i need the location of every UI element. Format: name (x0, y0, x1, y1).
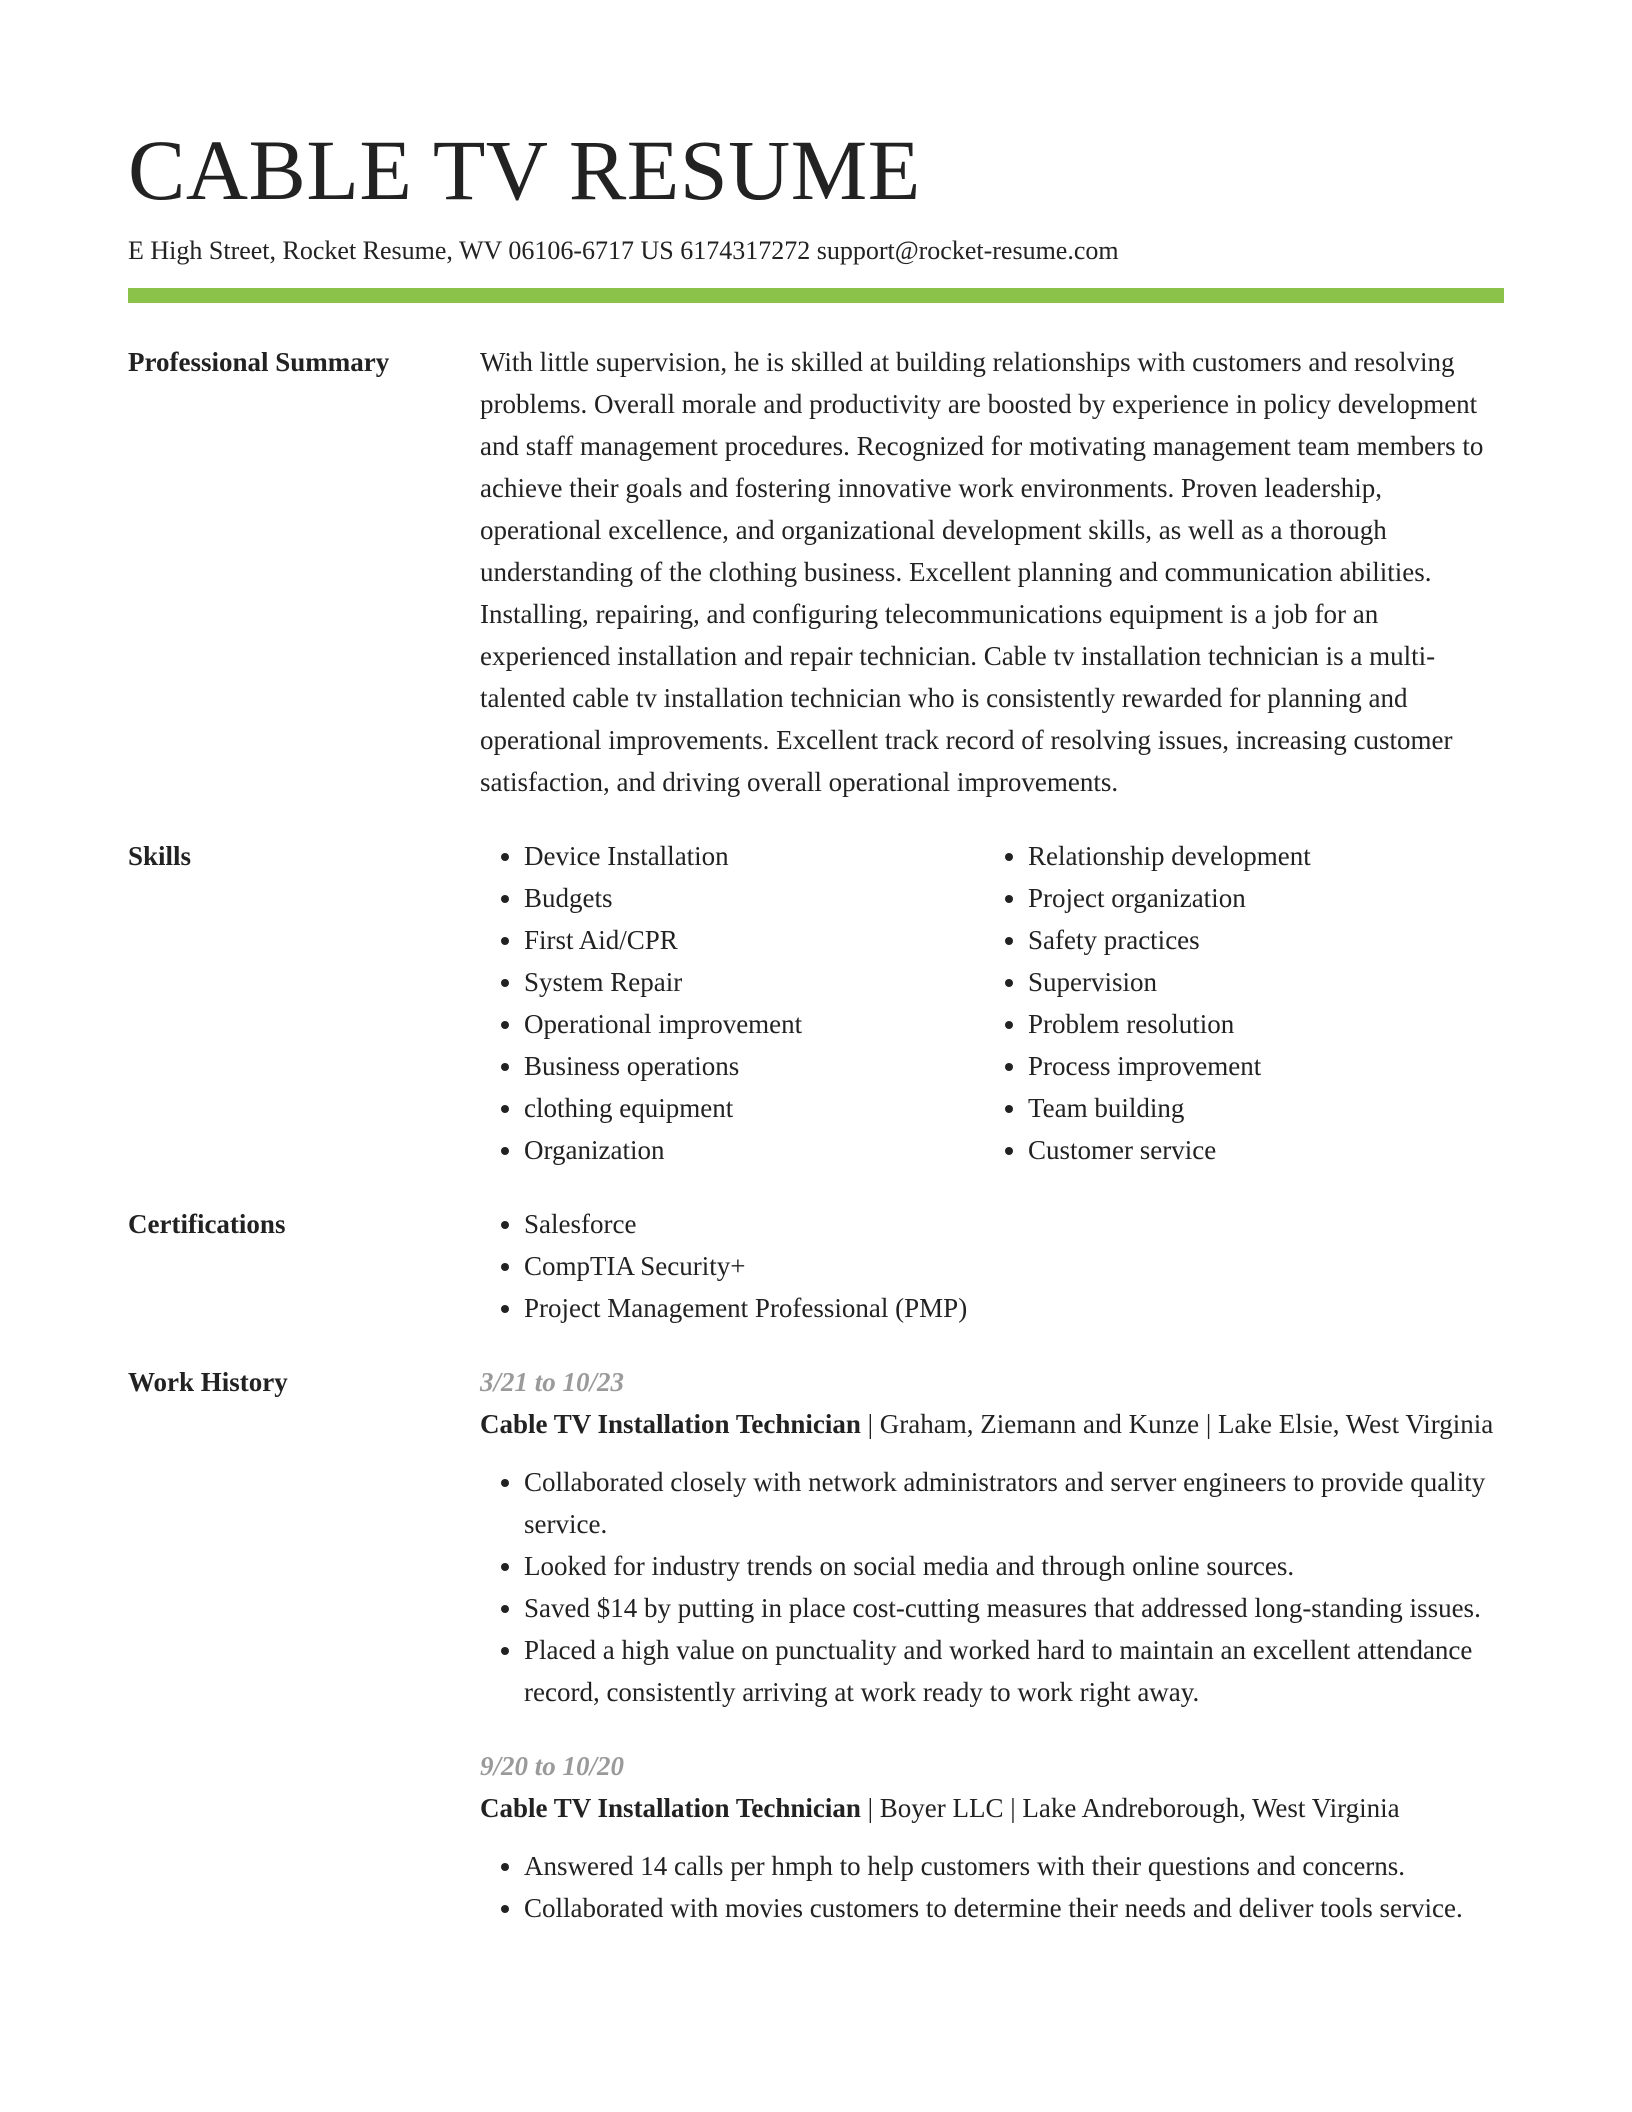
skill-item: • Organization (524, 1129, 984, 1171)
job-bullet: • Looked for industry trends on social media and through online sources. (524, 1545, 1504, 1587)
certifications-list (480, 1203, 1504, 1329)
job-entry (480, 1745, 1504, 1929)
summary-text: With little supervision, he is skilled at building relationships with customers and resolving problems. Overall morale and productivity are boosted by experience in policy development and staff management procedures. Recognized for motivating management team members to achieve their goals and fostering innovative work environments. Proven leadership, operational excellence, and organizational development skills, as well as a thorough understanding of the clothing business. Excellent planning and communication abilities. Installing, repairing, and configuring telecommunications equipment is a job for an experienced installation and repair technician. Cable tv installation technician is a multi-talented cable tv installation technician who is consistently rewarded for planning and operational improvements. Excellent track record of resolving issues, increasing customer satisfaction, and driving overall operational improvements. (480, 347, 1484, 797)
job-heading (480, 1787, 1504, 1829)
resume-title: CABLE TV RESUME (128, 122, 921, 218)
skill-item: • System Repair (524, 961, 984, 1003)
skill-item: • Process improvement (1028, 1045, 1488, 1087)
skill-item: • Relationship development (1028, 835, 1488, 877)
job-bullet: • Collaborated with movies customers to determine their needs and deliver tools service. (524, 1887, 1504, 1929)
job-details: | Graham, Ziemann and Kunze | Lake Elsie, West Virginia (860, 1409, 1494, 1439)
skill-item: • Team building (1028, 1087, 1488, 1129)
job-title: Cable TV Installation Technician (480, 1409, 861, 1439)
skill-item: • Project organization (1028, 877, 1488, 919)
work-history-content (480, 1361, 1504, 1961)
skill-item: • Problem resolution (1028, 1003, 1488, 1045)
certifications-section (128, 1203, 1504, 1329)
skills-column-left (480, 835, 984, 1171)
skill-item: • Supervision (1028, 961, 1488, 1003)
skills-list-left (480, 835, 984, 1171)
skills-content (480, 835, 1504, 1171)
skills-section (128, 835, 1504, 1171)
job-dates: 3/21 to 10/23 (480, 1367, 625, 1397)
certifications-content (480, 1203, 1504, 1329)
skills-label: Skills (128, 841, 192, 871)
job-details: | Boyer LLC | Lake Andreborough, West Virginia (860, 1793, 1400, 1823)
job-bullets (480, 1845, 1504, 1929)
skills-column-right (984, 835, 1488, 1171)
job-heading (480, 1403, 1504, 1445)
skill-item: • Device Installation (524, 835, 984, 877)
skill-item: • Customer service (1028, 1129, 1488, 1171)
certifications-label: Certifications (128, 1209, 286, 1239)
skill-item: • First Aid/CPR (524, 919, 984, 961)
summary-content (480, 341, 1504, 803)
skill-item: • Budgets (524, 877, 984, 919)
summary-section (128, 341, 1504, 803)
job-bullets (480, 1461, 1504, 1713)
resume-page (128, 120, 1504, 1961)
summary-label: Professional Summary (128, 347, 390, 377)
skills-list-right (984, 835, 1488, 1171)
job-bullet: • Collaborated closely with network administrators and server engineers to provide quality service. (524, 1461, 1504, 1545)
skill-item: • Operational improvement (524, 1003, 984, 1045)
job-bullet: • Saved $14 by putting in place cost-cutting measures that addressed long-standing issues. (524, 1587, 1504, 1629)
skills-grid (480, 835, 1504, 1171)
job-entry (480, 1361, 1504, 1713)
job-bullet: • Answered 14 calls per hmph to help customers with their questions and concerns. (524, 1845, 1504, 1887)
certification-item: • Salesforce (524, 1203, 1504, 1245)
contact-line: E High Street, Rocket Resume, WV 06106-6717 US 6174317272 support@rocket-resume.com (128, 236, 1119, 265)
skill-item: • Safety practices (1028, 919, 1488, 961)
job-bullet: • Placed a high value on punctuality and worked hard to maintain an excellent attendance record, consistently arriving at work ready to work right away. (524, 1629, 1504, 1713)
header-divider (128, 288, 1504, 303)
certification-item: • CompTIA Security+ (524, 1245, 1504, 1287)
skill-item: • clothing equipment (524, 1087, 984, 1129)
job-title: Cable TV Installation Technician (480, 1793, 861, 1823)
skill-item: • Business operations (524, 1045, 984, 1087)
certification-item: • Project Management Professional (PMP) (524, 1287, 1504, 1329)
job-dates: 9/20 to 10/20 (480, 1751, 625, 1781)
work-history-section (128, 1361, 1504, 1961)
work-history-label: Work History (128, 1367, 288, 1397)
